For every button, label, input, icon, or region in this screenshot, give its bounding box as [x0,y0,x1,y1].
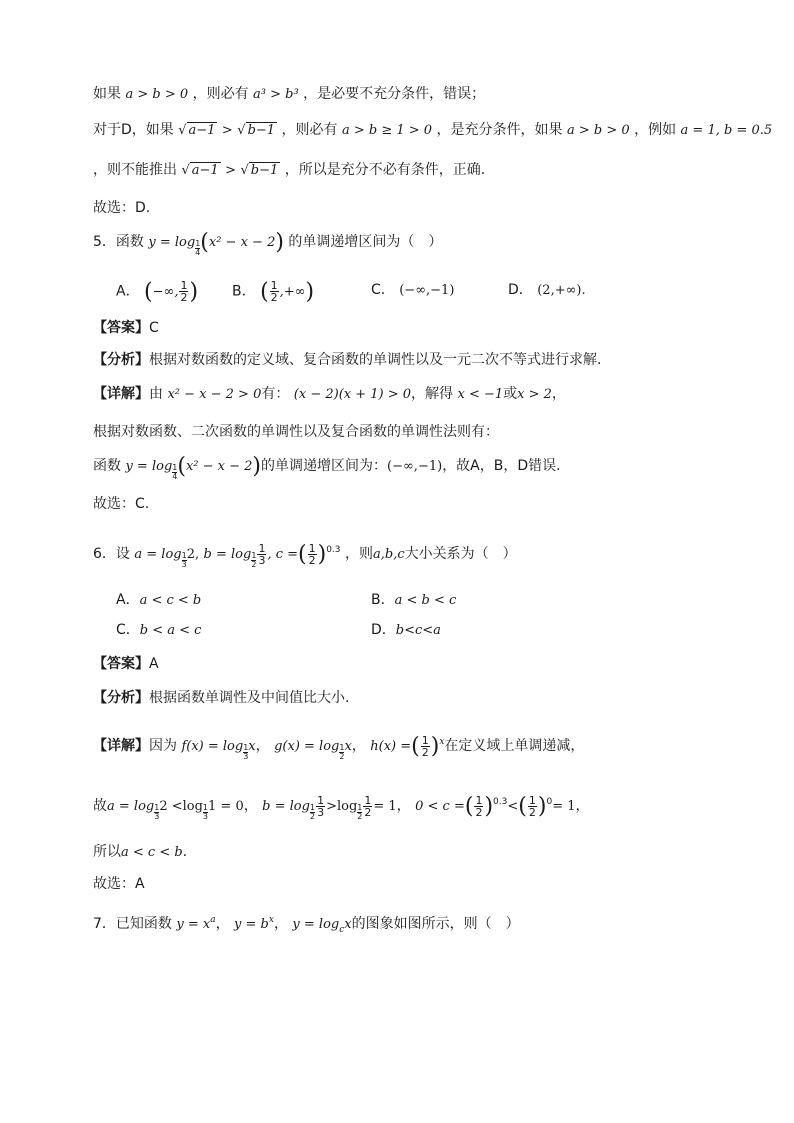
math: y = log [148,235,196,250]
text: ，则必有 [281,122,338,138]
q5-select: 故选：C. [93,496,150,512]
q5-conclusion: 函数 y = log $\frac{1}{4}(x^2 - x - 2)$的单调递增区间为：(−∞,−1)，故A，B，D错误. [93,454,561,481]
line-2 [93,120,772,141]
q5-analysis: 【分析】根据对数函数的定义域、复合函数的单调性以及一元二次不等式进行求解. [93,352,602,368]
q5-detail: 【详解】由 x² − x − 2 > 0有： (x − 2)(x + 1) > 0，解得 x < −1或x > 2， [93,386,566,402]
select-d: 故选：D. [93,200,151,216]
math: > [221,123,233,138]
question-6: 6．设 a = log $\frac{1}{3}2$, b = log $\frac{1}{2}$ $\frac{1}{3}$ , c =( $\frac{1}{2}$ )$^{0.3}$ ，则a,b,c大小关系为（ ） [93,541,517,569]
q6-detail: 【详解】因为 f(x) = log $\frac{1}{3}x$， g(x) = log $\frac{1}{2}x$， h(x) =( $\frac{1}{2}$ )$^x$在定义域上单调递减， [93,733,585,761]
math: a > b > 0 [566,123,630,138]
text: ，所以是充分不必有条件，正确. [284,162,486,178]
question-7: 7．已知函数 $y = x^a$， $y = b^x$， $y = \log_cx$的图象如图所示，则（ ） [93,915,520,935]
sqrt-a: √ a−1 [181,163,219,178]
log-base: $\frac{1}{4}$ [195,239,201,257]
line-1 [93,84,485,105]
text: ，例如 [634,122,677,138]
q5-option-a[interactable]: A． (−∞, $\frac{1}{2}$ ) [116,279,199,305]
math: > [225,163,237,178]
text: 如果 [93,86,121,102]
q6-select: 故选：A [93,876,145,892]
math: a > b > 0 [125,87,189,102]
q5-option-d[interactable]: D． (2,+∞). [508,282,586,298]
text: 的单调递增区间为（ ） [288,234,443,250]
q6-option-d[interactable]: D．b<c<a [371,622,441,638]
text: ，是必要不充分条件，错误； [303,86,486,102]
q6-option-b[interactable]: B．a < b < c [371,592,457,608]
text: 对于D，如果 [93,122,174,138]
math: a = 1, b = 0.5 [680,123,773,138]
q6-step: 故a = log $\frac{1}{3}2 <\log$ $\frac{1}{3}1 = 0$， b = log $\frac{1}{2}$ $\frac{1}{3}$ >log $\frac{1}{2}$ $\frac{1}{2}$ = 1， 0 < c =( $\frac{1}{2}$ )$^{0.3}$<( $\frac{1}{2}$ )$^0$= 1， [93,793,590,821]
q6-option-c[interactable]: C．b < a < c [116,622,202,638]
q6-answer: 【答案】A [93,656,159,672]
text: ，是充分条件，如果 [436,122,563,138]
math: a³ > b³ [253,87,299,102]
q5-answer: 【答案】C [93,320,159,336]
q6-option-a[interactable]: A．a < c < b [116,592,202,608]
q5-option-b[interactable]: B． ( $\frac{1}{2}$ ,+∞) [232,279,315,305]
math: a > b ≥ 1 > 0 [341,123,433,138]
math: x² − x − 2 [208,235,276,250]
sqrt-b: √ b−1 [240,163,279,178]
text: ，则不能推出 [93,162,177,178]
q6-analysis: 【分析】根据函数单调性及中间值比大小. [93,690,350,706]
line-3 [93,160,485,181]
text: ，则必有 [192,86,249,102]
q5-option-c[interactable]: C． (−∞,−1) [371,282,455,298]
sqrt-a: √ a−1 [178,123,216,138]
q5-rule: 根据对数函数、二次函数的单调性以及复合函数的单调性法则有： [93,424,499,440]
q-number: 5．函数 [93,234,144,250]
question-5: 5．函数 y = log $\frac{1}{4}(x^2 - x - 2)$ 的单调递增区间为（ ） [93,230,443,257]
q6-conclusion: 所以a < c < b. [93,844,188,860]
sqrt-b: √ b−1 [237,123,276,138]
